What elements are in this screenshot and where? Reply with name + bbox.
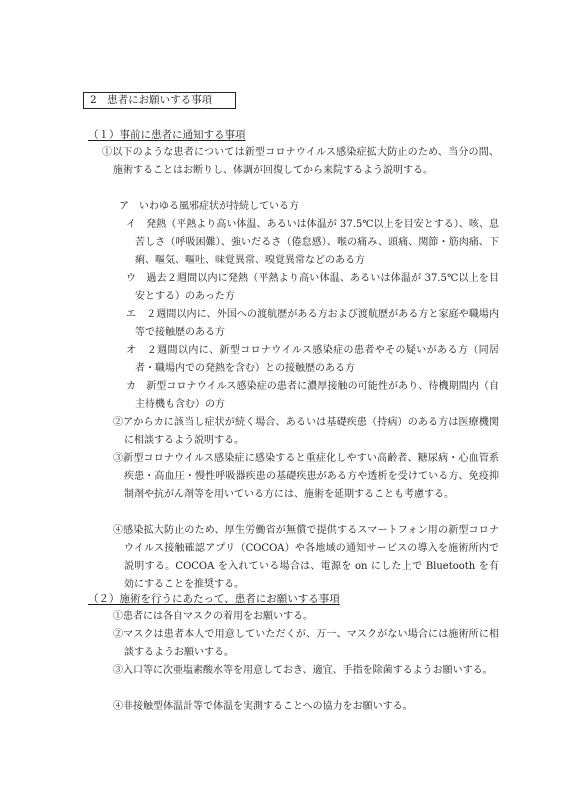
part2-heading: （２）施術を行うにあたって、患者にお願いする事項 bbox=[88, 593, 340, 605]
part1-item4 bbox=[113, 522, 499, 594]
part2-item1 bbox=[113, 608, 499, 626]
item-text: イ 発熱（平熱より高い体温、あるいは体温が 37.5℃以上を目安とする）、咳、息苦しさ（呼吸困難）、強いだるさ（倦怠感）、喉の痛み、頭痛、関節・筋肉痛、下痢、嘔気、嘔吐、味覚異常、嗅覚異常などのある方 bbox=[126, 219, 499, 266]
item-text: ④感染拡大防止のため、厚生労働省が無償で提供するスマートフォン用の新型コロナウイルス接触確認アプリ（COCOA）や各地域の通知サービスの導入を施術所内で説明する。COCOA を入れている場合は、電源を on にした上で Bluetooth を有効にすることを推奨する。 bbox=[113, 525, 499, 590]
part1-item2 bbox=[113, 414, 499, 450]
part1-sub-i bbox=[126, 216, 499, 270]
item-text: ③新型コロナウイルス感染症に感染すると重症化しやすい高齢者、糖尿病・心血管系疾患・高血圧・慢性呼吸器疾患の基礎疾患がある方や透析を受けている方、免疫抑制剤や抗がん剤等を用いている方には、施術を延期することも考慮する。 bbox=[113, 453, 499, 500]
item-text: ②アからカに該当し症状が続く場合、あるいは基礎疾患（持病）のある方は医療機関に相談するよう説明する。 bbox=[113, 417, 499, 446]
item-text: ①患者には各自マスクの着用をお願いする。 bbox=[113, 611, 313, 622]
item-text: ウ 過去２週間以内に発熱（平熱より高い体温、あるいは体温が 37.5℃以上を目安とする）のあった方 bbox=[126, 273, 499, 302]
item-text: ②マスクは患者本人で用意していただくが、万一、マスクがない場合には施術所に相談するようお願いする。 bbox=[113, 629, 499, 658]
item-text: オ ２週間以内に、新型コロナウイルス感染症の患者やその疑いがある方（同居者・職場内での発熱を含む）との接触歴のある方 bbox=[126, 345, 499, 374]
item-text: エ ２週間以内に、外国への渡航歴がある方および渡航歴がある方と家庭や職場内等で接触歴のある方 bbox=[126, 309, 499, 338]
part1-sub-e bbox=[126, 306, 499, 342]
item-text: ①以下のような患者については新型コロナウイルス感染症拡大防止のため、当分の間、施術することはお断りし、体調が回復してから来院するよう説明する。 bbox=[102, 147, 499, 176]
part2-item3 bbox=[113, 662, 499, 680]
item-text: ④非接触型体温計等で体温を実測することへの協力をお願いする。 bbox=[113, 701, 413, 712]
part1-sub-o bbox=[126, 342, 499, 378]
item-text: カ 新型コロナウイルス感染症の患者に濃厚接触の可能性があり、待機期間内（自主待機も含む）の方 bbox=[126, 381, 499, 410]
part1-sub-a bbox=[119, 198, 499, 216]
part1-heading: （１）事前に患者に通知する事項 bbox=[88, 129, 246, 141]
part2-item2 bbox=[113, 626, 499, 662]
part1-sub-ka bbox=[126, 378, 499, 414]
item-text: ③入口等に次亜塩素酸水等を用意しておき、適宜、手指を除菌するようお願いする。 bbox=[113, 665, 493, 676]
part2-item4 bbox=[113, 698, 499, 716]
part1-item1-intro bbox=[102, 144, 499, 180]
part1-sub-u bbox=[126, 270, 499, 306]
item-text: ア いわゆる風邪症状が持続している方 bbox=[119, 201, 299, 212]
part1-item3 bbox=[113, 450, 499, 504]
section-title: 2 患者にお願いする事項 bbox=[83, 92, 236, 109]
